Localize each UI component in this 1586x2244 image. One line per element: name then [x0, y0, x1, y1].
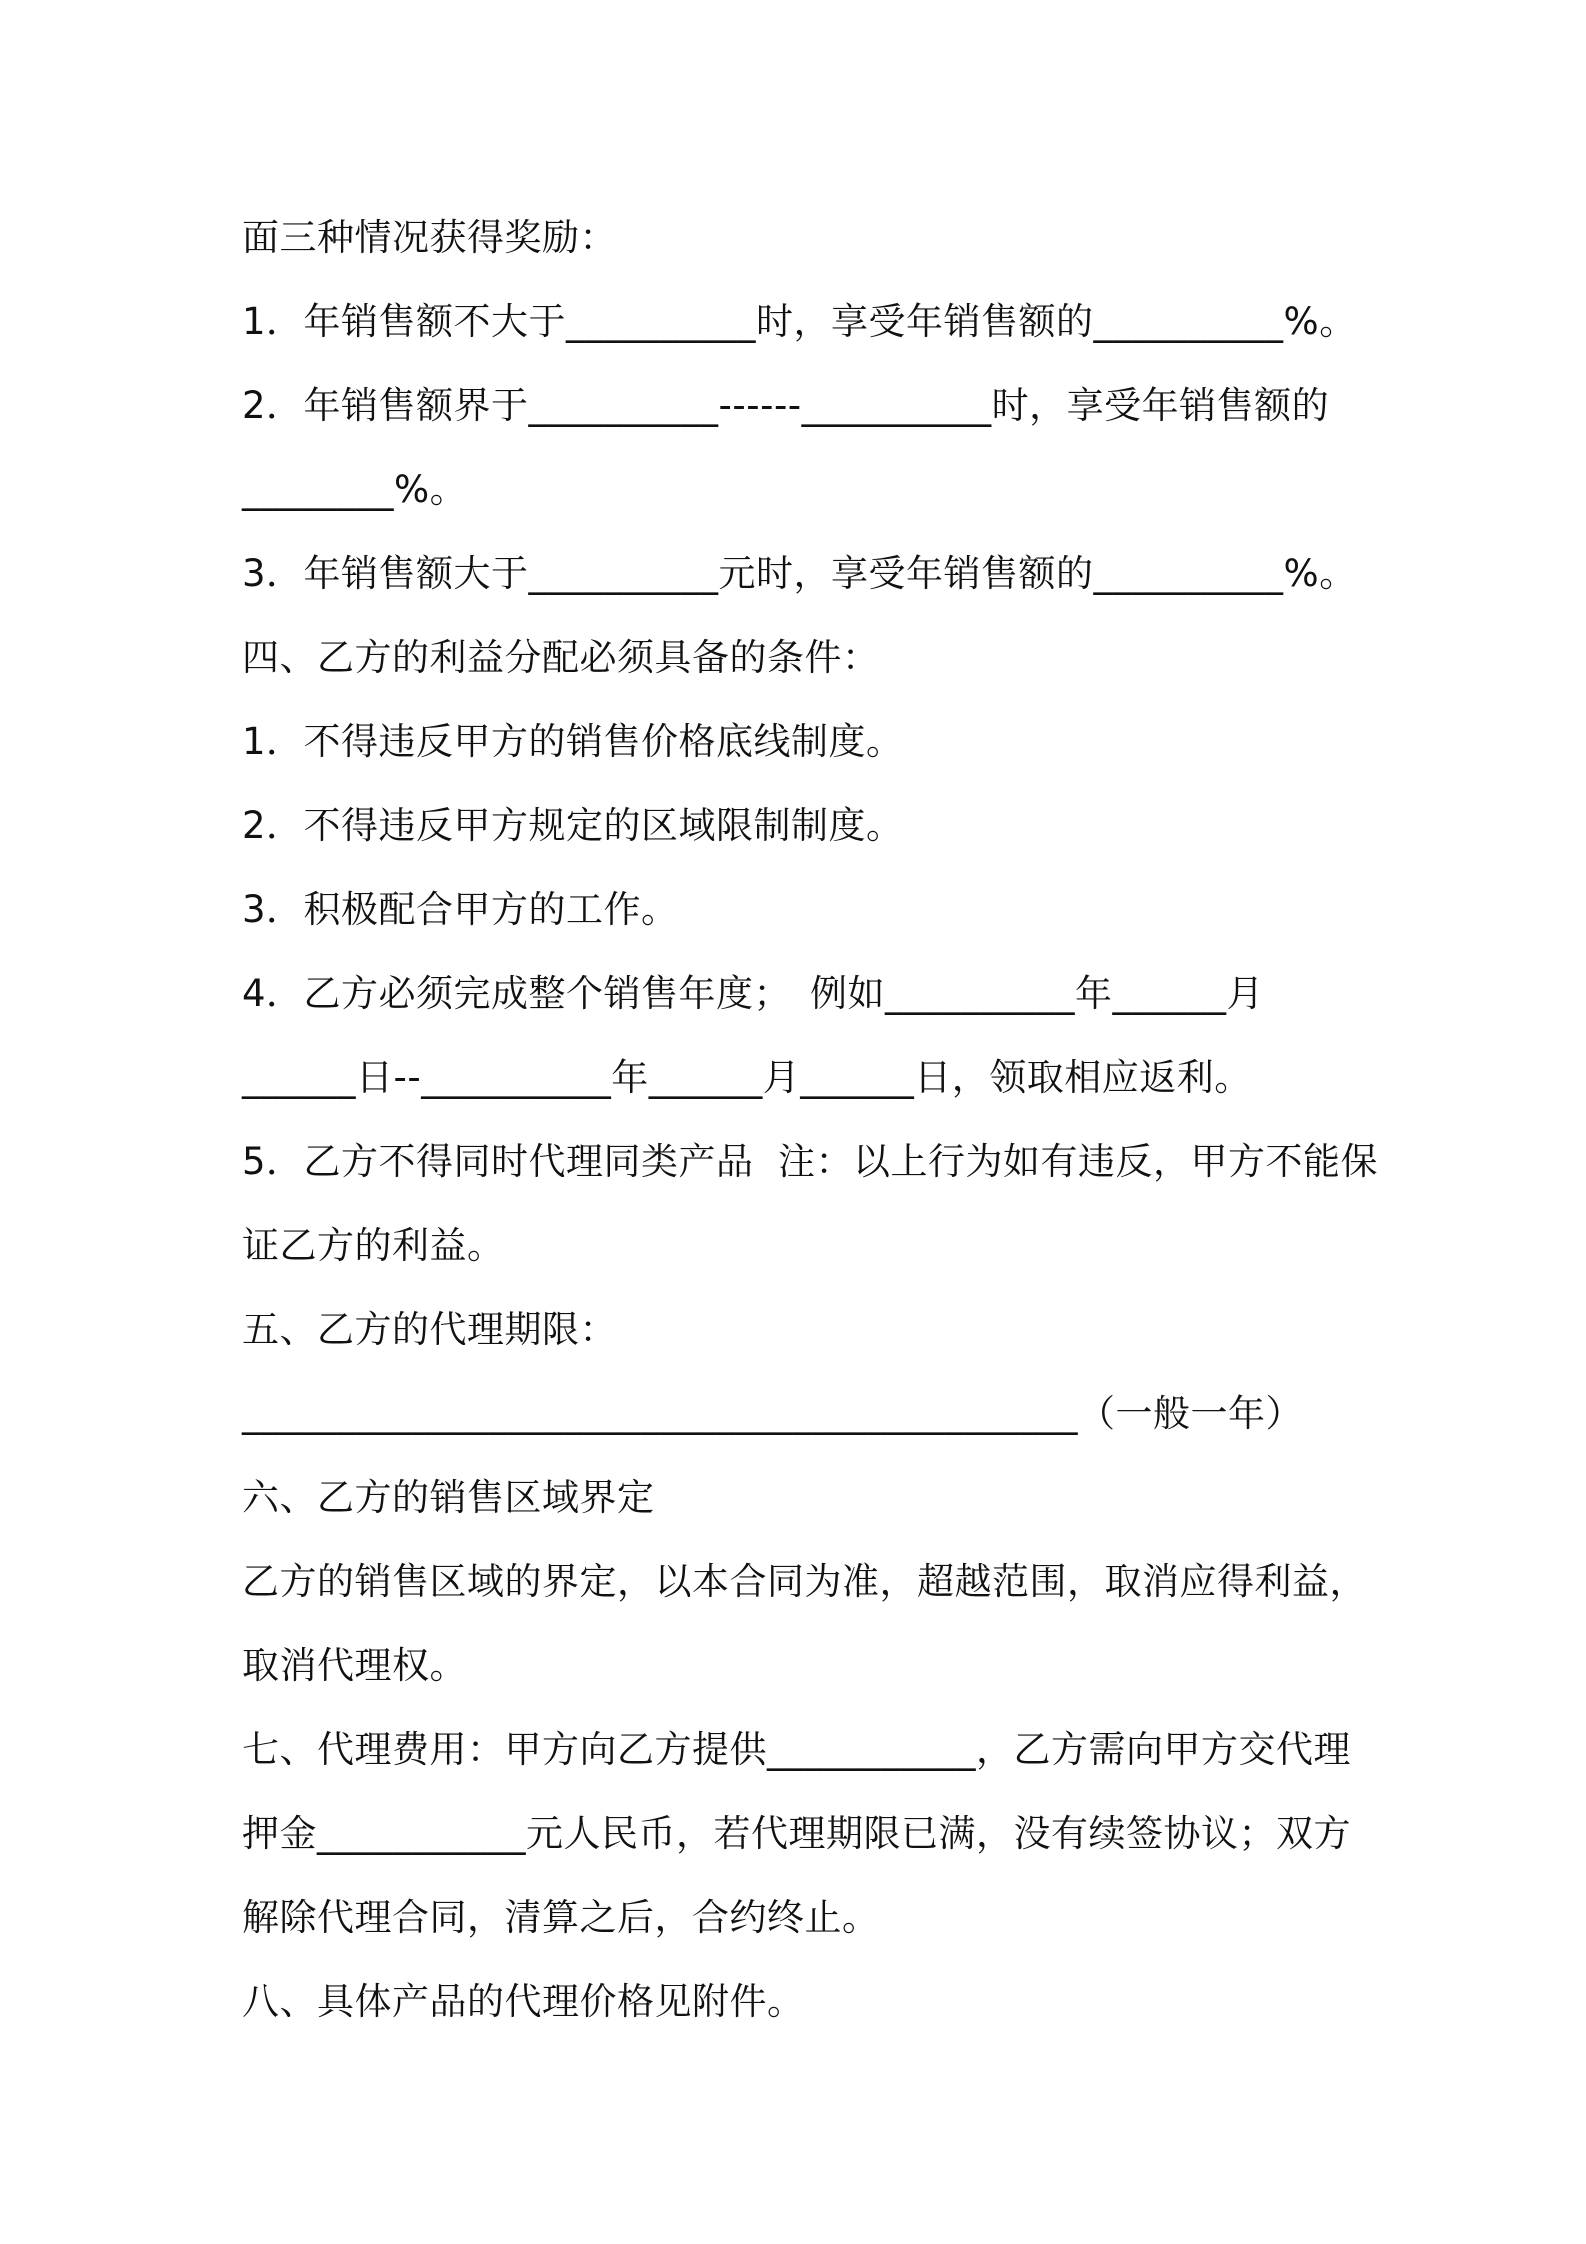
text-line: 1．年销售额不大于__________时，享受年销售额的__________%。	[242, 300, 1357, 343]
text-line: 3．年销售额大于__________元时，享受年销售额的__________%。	[242, 552, 1357, 595]
document-body	[242, 196, 1379, 2044]
section-heading: 七、代理费用：甲方向乙方提供___________，乙方需向甲方交代理	[242, 1728, 1351, 1771]
text-line: 面三种情况获得奖励：	[242, 216, 617, 259]
text-line: 乙方的销售区域的界定，以本合同为准，超越范围，取消应得利益，	[242, 1560, 1367, 1603]
text-line: 3．积极配合甲方的工作。	[242, 888, 679, 931]
text-line: 4．乙方必须完成整个销售年度； 例如__________年______月	[242, 972, 1265, 1015]
text-line: 押金___________元人民币，若代理期限已满，没有续签协议；双方	[242, 1812, 1351, 1855]
text-line: 证乙方的利益。	[242, 1224, 505, 1267]
text-line: ________%。	[242, 468, 468, 511]
text-line: 1．不得违反甲方的销售价格底线制度。	[242, 720, 904, 763]
text-line: 取消代理权。	[242, 1644, 467, 1687]
section-heading: 五、乙方的代理期限：	[242, 1308, 617, 1351]
section-heading: 六、乙方的销售区域界定	[242, 1476, 655, 1519]
section-heading: 四、乙方的利益分配必须具备的条件：	[242, 636, 880, 679]
text-line: ______日--__________年______月______日，领取相应返利。	[242, 1056, 1252, 1099]
section-heading: 八、具体产品的代理价格见附件。	[242, 1980, 805, 2023]
text-line: 解除代理合同，清算之后，合约终止。	[242, 1896, 880, 1939]
text-line: 2．年销售额界于__________------__________时，享受年销售额的	[242, 384, 1330, 427]
text-line: ____________________________________________（一般一年）	[242, 1392, 1303, 1435]
text-line: 5．乙方不得同时代理同类产品 注：以上行为如有违反，甲方不能保	[242, 1140, 1379, 1183]
text-line: 2．不得违反甲方规定的区域限制制度。	[242, 804, 904, 847]
